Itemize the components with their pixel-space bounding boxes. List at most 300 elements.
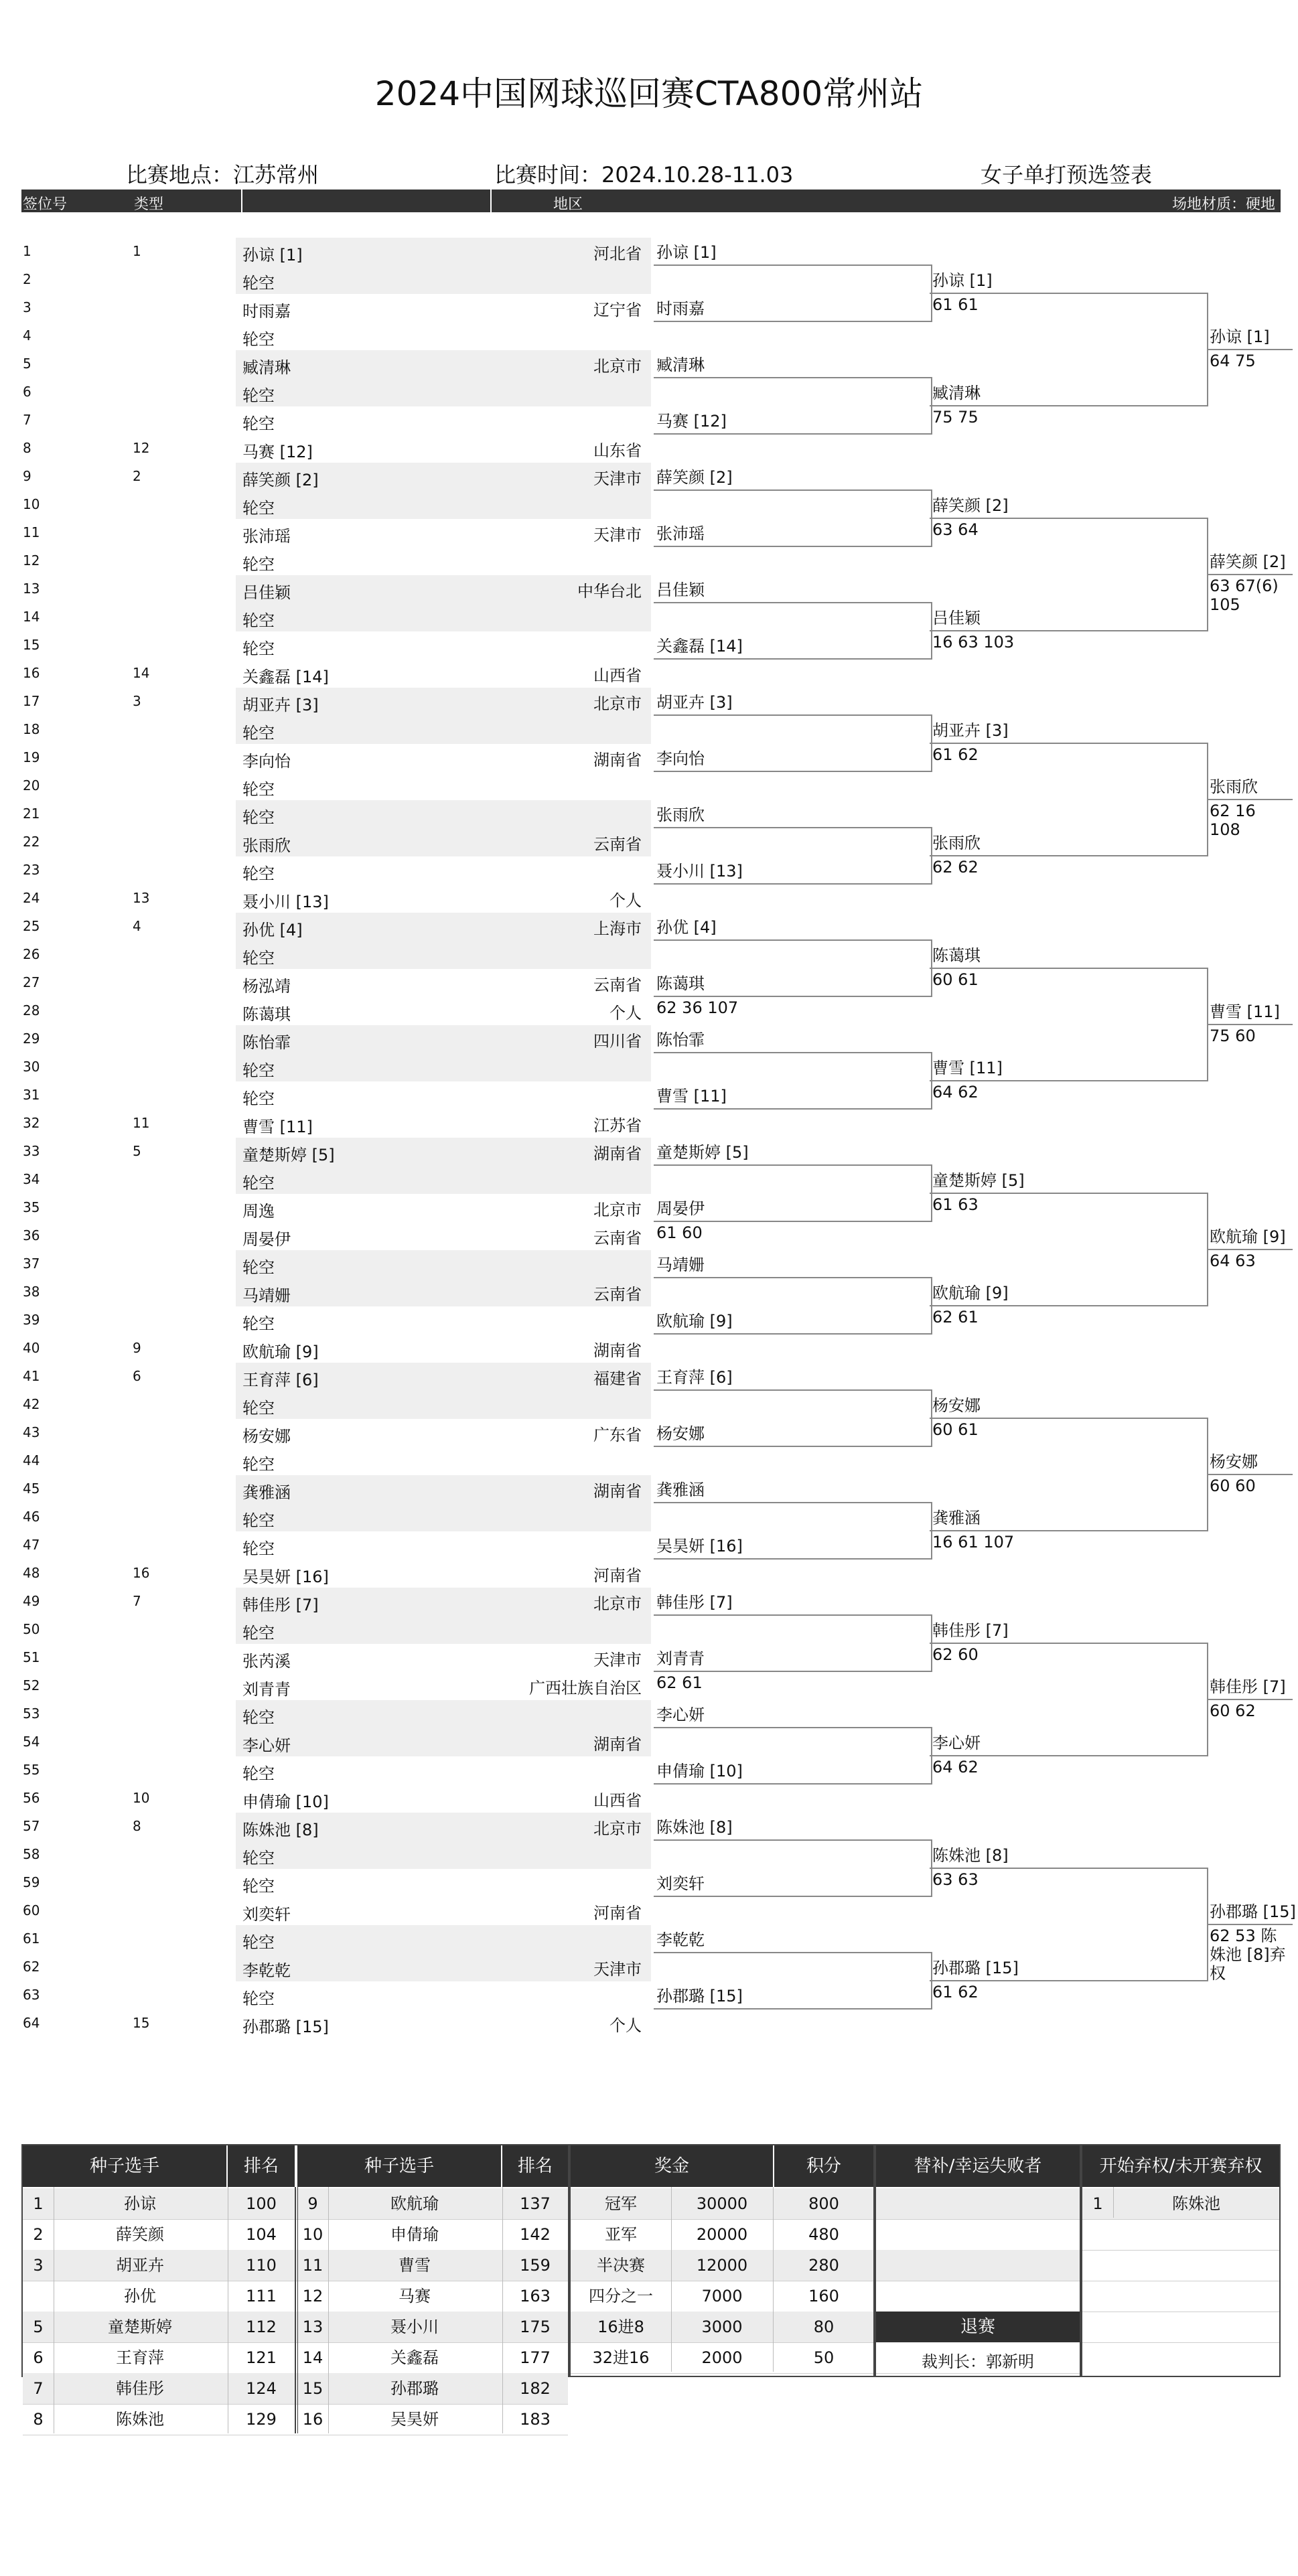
draw-position: 23 [23, 862, 40, 878]
draw-position: 28 [23, 1002, 40, 1018]
bracket-line [654, 1614, 931, 1616]
seed-rank: 137 [520, 2194, 551, 2213]
player-name: 韩佳彤 [7] [242, 1596, 319, 1614]
bracket-line [654, 1783, 931, 1785]
bracket-line [654, 1052, 931, 1053]
match-winner: 吴昊妍 [16] [656, 1537, 743, 1556]
match-score: 61 62 [932, 745, 979, 764]
seed-name: 聂小川 [390, 2318, 439, 2336]
player-name: 时雨嘉 [242, 302, 291, 321]
player-region: 天津市 [593, 1651, 642, 1669]
seed-name: 王育萍 [116, 2348, 164, 2367]
match-winner: 吕佳颖 [656, 581, 705, 599]
bracket-line [1207, 1249, 1293, 1250]
seed-name: 关鑫磊 [390, 2348, 439, 2367]
bracket-line [930, 405, 1207, 406]
draw-position: 45 [23, 1481, 40, 1497]
pair-band [236, 1475, 651, 1531]
seeds-head-rank-1: 排名 [228, 2145, 295, 2187]
bracket-line [930, 743, 1207, 744]
bracket-line [1207, 799, 1293, 800]
bracket-line [1207, 574, 1293, 575]
player-name: 刘青青 [242, 1680, 291, 1699]
match-winner: 李乾乾 [656, 1930, 705, 1949]
player-region: 北京市 [593, 357, 642, 376]
bracket-line [654, 1164, 931, 1166]
bracket-line [654, 1108, 931, 1110]
seed-no: 11 [302, 2256, 323, 2275]
draw-position: 47 [23, 1537, 40, 1553]
player-name: 轮空 [242, 1764, 275, 1783]
player-name: 轮空 [242, 555, 275, 574]
match-winner: 孙谅 [1] [1210, 327, 1270, 346]
match-winner: 曹雪 [11] [656, 1087, 727, 1106]
bracket-line [654, 2008, 931, 2010]
match-score: 64 62 [932, 1758, 979, 1776]
draw-position: 27 [23, 974, 40, 990]
player-region: 云南省 [593, 976, 642, 994]
player-region: 河南省 [593, 1566, 642, 1585]
seed-rank: 163 [520, 2287, 551, 2305]
player-region: 广西壮族自治区 [529, 1679, 642, 1697]
bracket-line [930, 1980, 1207, 1981]
player-name: 轮空 [242, 1989, 275, 2008]
seed-rank: 183 [520, 2410, 551, 2429]
player-name: 轮空 [242, 1849, 275, 1868]
seed-name: 欧航瑜 [390, 2194, 439, 2213]
player-region: 云南省 [593, 835, 642, 854]
alternates-table [875, 2144, 1081, 2377]
seed-number: 1 [133, 243, 141, 259]
player-region: 湖南省 [593, 1482, 642, 1501]
seed-no: 15 [302, 2379, 323, 2398]
player-name: 周晏伊 [242, 1230, 291, 1249]
bracket-line [654, 264, 931, 266]
seed-no: 9 [307, 2194, 318, 2213]
match-winner: 韩佳彤 [7] [656, 1593, 733, 1612]
bracket-line [1207, 349, 1293, 350]
player-name: 杨安娜 [242, 1427, 291, 1446]
withdrawal-no: 1 [1092, 2194, 1103, 2213]
prize-amount: 2000 [701, 2348, 743, 2367]
bracket-line [654, 489, 931, 491]
player-name: 陈蔼琪 [242, 1005, 291, 1024]
bracket-line [930, 1080, 1207, 1081]
bracket-line [930, 968, 1207, 969]
draw-position: 12 [23, 552, 40, 569]
seed-name: 孙优 [124, 2287, 156, 2305]
bracket-line [930, 1418, 1207, 1419]
seed-number: 7 [133, 1593, 141, 1609]
player-region: 山西省 [593, 1791, 642, 1810]
match-winner: 孙郡璐 [15] [656, 1987, 743, 2005]
player-name: 李向怡 [242, 752, 291, 771]
match-winner: 韩佳彤 [7] [1210, 1677, 1286, 1696]
match-winner: 杨安娜 [1210, 1452, 1258, 1471]
match-winner: 龚雅涵 [656, 1481, 705, 1499]
player-name: 轮空 [242, 499, 275, 518]
seed-number: 3 [133, 693, 141, 709]
seed-rank: 177 [520, 2348, 551, 2367]
bracket-line [654, 1839, 931, 1841]
bracket-line [654, 883, 931, 885]
player-name: 孙郡璐 [15] [242, 2018, 329, 2036]
draw-position: 9 [23, 468, 31, 484]
bracket-line [654, 1446, 931, 1447]
player-name: 轮空 [242, 1089, 275, 1108]
match-winner: 陈蔼琪 [932, 946, 981, 965]
draw-position: 48 [23, 1565, 40, 1581]
player-region: 福建省 [593, 1369, 642, 1388]
prize-points: 80 [813, 2318, 835, 2336]
draw-position: 16 [23, 665, 40, 681]
withdraw-head: 退赛 [876, 2312, 1080, 2342]
referee: 裁判长：郭新明 [922, 2352, 1034, 2371]
player-name: 马靖姗 [242, 1286, 291, 1305]
draw-position: 11 [23, 524, 40, 540]
pair-band [236, 350, 651, 406]
player-name: 轮空 [242, 1539, 275, 1558]
player-name: 吴昊妍 [16] [242, 1568, 329, 1586]
match-winner: 胡亚卉 [3] [656, 693, 733, 712]
draw-position: 7 [23, 412, 31, 428]
match-winner: 周晏伊 [656, 1199, 705, 1218]
draw-position: 35 [23, 1199, 40, 1215]
bracket-line [930, 1193, 1207, 1194]
match-winner: 孙优 [4] [656, 918, 717, 937]
match-winner: 张雨欣 [932, 834, 981, 852]
prize-points: 280 [808, 2256, 839, 2275]
match-winner: 申倩瑜 [10] [656, 1762, 743, 1781]
match-winner: 马赛 [12] [656, 412, 727, 431]
seeds-table [21, 2144, 569, 2429]
match-winner: 张雨欣 [1210, 777, 1258, 796]
player-name: 陈姝池 [8] [242, 1821, 319, 1839]
seed-number: 11 [133, 1115, 150, 1131]
prize-points: 160 [808, 2287, 839, 2305]
match-winner: 陈怡霏 [656, 1031, 705, 1049]
draw-position: 50 [23, 1621, 40, 1637]
draw-position: 39 [23, 1312, 40, 1328]
seed-rank: 104 [246, 2225, 277, 2244]
player-name: 臧清琳 [242, 358, 291, 377]
seed-name: 童楚斯婷 [108, 2318, 172, 2336]
match-score: 62 16 108 [1210, 802, 1256, 839]
match-winner: 李向怡 [656, 749, 705, 768]
player-name: 张沛瑶 [242, 527, 291, 546]
player-region: 天津市 [593, 469, 642, 488]
draw-position: 22 [23, 834, 40, 850]
player-name: 杨泓靖 [242, 977, 291, 996]
match-winner: 陈蔼琪 [656, 974, 705, 993]
bracket-line [654, 827, 931, 828]
points-head: 积分 [774, 2145, 873, 2187]
summary-tables [21, 2144, 1281, 2429]
bracket-line [654, 658, 931, 660]
bracket-line [930, 1305, 1207, 1306]
seed-rank: 111 [246, 2287, 277, 2305]
player-name: 轮空 [242, 330, 275, 349]
match-winner: 薛笑颜 [2] [932, 496, 1009, 515]
match-winner: 欧航瑜 [9] [932, 1284, 1009, 1302]
seed-number: 13 [133, 890, 150, 906]
match-winner: 曹雪 [11] [1210, 1002, 1280, 1021]
draw-position: 6 [23, 384, 31, 400]
match-winner: 薛笑颜 [2] [1210, 552, 1286, 571]
bracket-line [654, 1671, 931, 1672]
seed-rank: 124 [246, 2379, 277, 2398]
seed-no: 12 [302, 2287, 323, 2305]
seed-number: 16 [133, 1565, 150, 1581]
draw-position: 56 [23, 1790, 40, 1806]
seed-no: 2 [33, 2225, 44, 2244]
seed-no: 6 [33, 2348, 44, 2367]
player-name: 李乾乾 [242, 1961, 291, 1980]
seed-name: 孙郡璐 [390, 2379, 439, 2398]
bracket-line [930, 1530, 1207, 1531]
match-score: 61 63 [932, 1195, 979, 1214]
header-position: 签位号 [23, 196, 68, 213]
draw-position: 64 [23, 2015, 40, 2031]
pair-band [236, 800, 651, 856]
player-name: 轮空 [242, 864, 275, 883]
draw-position: 55 [23, 1762, 40, 1778]
player-region: 湖南省 [593, 1144, 642, 1163]
draw-position: 5 [23, 356, 31, 372]
draw-position: 32 [23, 1115, 40, 1131]
player-region: 天津市 [593, 1960, 642, 1979]
match-winner: 时雨嘉 [656, 299, 705, 318]
seed-no: 8 [33, 2410, 44, 2429]
draw-position: 24 [23, 890, 40, 906]
bracket-line [654, 377, 931, 378]
match-winner: 孙郡璐 [15] [1210, 1902, 1296, 1921]
player-region: 辽宁省 [593, 301, 642, 319]
match-score: 16 61 107 [932, 1533, 1015, 1551]
match-score: 62 36 107 [656, 998, 739, 1017]
draw-position: 49 [23, 1593, 40, 1609]
draw-position: 34 [23, 1171, 40, 1187]
match-winner: 臧清琳 [656, 356, 705, 374]
match-winner: 马靖姗 [656, 1256, 705, 1274]
player-name: 曹雪 [11] [242, 1118, 313, 1136]
seed-no: 13 [302, 2318, 323, 2336]
bracket-line [1207, 1474, 1293, 1475]
prize-points: 480 [808, 2225, 839, 2244]
match-score: 60 61 [932, 970, 979, 989]
player-name: 张雨欣 [242, 836, 291, 855]
draw-position: 53 [23, 1706, 40, 1722]
player-region: 广东省 [593, 1426, 642, 1444]
seeds-head-player-2: 种子选手 [297, 2145, 501, 2187]
draw-position: 40 [23, 1340, 40, 1356]
pair-band [236, 1925, 651, 1981]
bracket-line [1207, 1924, 1293, 1925]
seeds-head-rank-2: 排名 [502, 2145, 568, 2187]
player-name: 轮空 [242, 414, 275, 433]
seed-rank: 142 [520, 2225, 551, 2244]
seed-no: 10 [302, 2225, 323, 2244]
match-winner: 胡亚卉 [3] [932, 721, 1009, 740]
header-type: 类型 [134, 196, 164, 213]
draw-position: 58 [23, 1846, 40, 1862]
player-region: 山西省 [593, 666, 642, 685]
draw-position: 10 [23, 496, 40, 512]
player-name: 关鑫磊 [14] [242, 668, 329, 686]
match-winner: 曹雪 [11] [932, 1059, 1003, 1077]
bracket-line [654, 546, 931, 547]
player-name: 胡亚卉 [3] [242, 696, 319, 714]
draw-position: 63 [23, 1987, 40, 2003]
seed-no: 3 [33, 2256, 44, 2275]
withdrawals-head: 开始弃权/未开赛弃权 [1082, 2145, 1279, 2187]
bracket-line [930, 1643, 1207, 1644]
seed-name: 胡亚卉 [116, 2256, 164, 2275]
bracket-line [654, 1389, 931, 1391]
match-winner: 童楚斯婷 [5] [656, 1143, 749, 1162]
page-title: 2024中国网球巡回赛CTA800常州站 [374, 74, 924, 113]
bracket-line [654, 321, 931, 322]
seed-number: 15 [133, 2015, 150, 2031]
player-name: 轮空 [242, 808, 275, 827]
seed-number: 5 [133, 1143, 141, 1159]
draw-position: 3 [23, 299, 31, 315]
player-name: 轮空 [242, 1455, 275, 1474]
player-region: 北京市 [593, 1594, 642, 1613]
seed-rank: 100 [246, 2194, 277, 2213]
match-score: 61 60 [656, 1223, 703, 1242]
match-score: 64 75 [1210, 352, 1256, 370]
seed-name: 薛笑颜 [116, 2225, 164, 2244]
draw-position: 42 [23, 1396, 40, 1412]
match-winner: 陈姝池 [8] [932, 1846, 1009, 1865]
match-winner: 张雨欣 [656, 806, 705, 824]
match-score: 63 63 [932, 1870, 979, 1889]
player-region: 河北省 [593, 244, 642, 263]
bracket-line [654, 1221, 931, 1222]
match-score: 75 75 [932, 408, 979, 427]
bracket-line [654, 771, 931, 772]
match-score: 62 61 [932, 1308, 979, 1327]
player-name: 童楚斯婷 [5] [242, 1146, 335, 1164]
bracket-line [654, 939, 931, 941]
bracket-line [654, 602, 931, 603]
draw-position: 37 [23, 1256, 40, 1272]
prize-round: 16进8 [597, 2318, 644, 2336]
match-score: 60 61 [932, 1420, 979, 1439]
draw-position: 31 [23, 1087, 40, 1103]
pair-band [236, 1250, 651, 1306]
draw-position: 20 [23, 777, 40, 793]
withdrawals-table [1081, 2144, 1281, 2377]
draw-position: 30 [23, 1059, 40, 1075]
draw-position: 26 [23, 946, 40, 962]
draw-position: 46 [23, 1509, 40, 1525]
draw-position: 33 [23, 1143, 40, 1159]
dates-label: 比赛时间：2024.10.28-11.03 [494, 162, 794, 187]
seed-no: 7 [33, 2379, 44, 2398]
seed-name: 陈姝池 [116, 2410, 164, 2429]
header-surface: 场地材质：硬地 [1171, 196, 1275, 213]
seed-name: 孙谅 [124, 2194, 156, 2213]
match-winner: 韩佳彤 [7] [932, 1621, 1009, 1640]
player-name: 陈怡霏 [242, 1033, 291, 1052]
match-score: 60 62 [1210, 1701, 1256, 1720]
match-winner: 李心妍 [656, 1706, 705, 1724]
match-winner: 陈姝池 [8] [656, 1818, 733, 1837]
match-score: 61 61 [932, 295, 979, 314]
seed-rank: 129 [246, 2410, 277, 2429]
match-winner: 关鑫磊 [14] [656, 637, 743, 656]
match-score: 62 62 [932, 858, 979, 877]
match-winner: 孙谅 [1] [656, 243, 717, 262]
player-name: 王育萍 [6] [242, 1371, 319, 1389]
player-name: 轮空 [242, 1258, 275, 1277]
draw-position: 19 [23, 749, 40, 765]
player-region: 中华台北 [577, 582, 642, 601]
draw-position: 13 [23, 581, 40, 597]
player-name: 欧航瑜 [9] [242, 1343, 319, 1361]
bracket-line [654, 1952, 931, 1953]
player-name: 轮空 [242, 780, 275, 799]
player-region: 湖南省 [593, 1341, 642, 1360]
player-name: 轮空 [242, 949, 275, 968]
bracket-line [930, 293, 1207, 294]
player-name: 聂小川 [13] [242, 893, 329, 911]
player-region: 天津市 [593, 526, 642, 544]
draw-position: 38 [23, 1284, 40, 1300]
player-region: 湖南省 [593, 751, 642, 769]
draw-position: 4 [23, 327, 31, 344]
match-score: 64 62 [932, 1083, 979, 1102]
seed-name: 曹雪 [399, 2256, 431, 2275]
draw-position: 61 [23, 1930, 40, 1947]
match-score: 62 53 陈姝池 [8]弃权 [1210, 1926, 1286, 1983]
player-name: 申倩瑜 [10] [242, 1793, 329, 1811]
player-region: 云南省 [593, 1229, 642, 1247]
bracket-line [654, 1727, 931, 1728]
pair-band [236, 1700, 651, 1756]
player-region: 个人 [609, 891, 642, 910]
player-name: 孙谅 [1] [242, 246, 303, 264]
prize-round: 32进16 [592, 2348, 650, 2367]
seed-no: 14 [302, 2348, 323, 2367]
player-name: 轮空 [242, 1061, 275, 1080]
alternates-head: 替补/幸运失败者 [876, 2145, 1080, 2187]
bracket-line [930, 518, 1207, 519]
match-score: 62 60 [932, 1645, 979, 1664]
player-name: 刘奕轩 [242, 1905, 291, 1924]
draw-position: 59 [23, 1874, 40, 1890]
prize-round: 亚军 [605, 2225, 637, 2244]
prize-amount: 20000 [696, 2225, 748, 2244]
bracket-line [654, 996, 931, 997]
draw-position: 36 [23, 1227, 40, 1243]
player-region: 北京市 [593, 1819, 642, 1838]
seed-number: 9 [133, 1340, 141, 1356]
draw-position: 44 [23, 1452, 40, 1468]
match-score: 63 64 [932, 520, 979, 539]
player-name: 张芮溪 [242, 1652, 291, 1671]
player-name: 吕佳颖 [242, 583, 291, 602]
seed-no: 1 [33, 2194, 44, 2213]
player-name: 轮空 [242, 386, 275, 405]
draw-position: 14 [23, 609, 40, 625]
player-region: 河南省 [593, 1904, 642, 1922]
draw-position: 29 [23, 1031, 40, 1047]
player-name: 龚雅涵 [242, 1483, 291, 1502]
seed-rank: 121 [246, 2348, 277, 2367]
